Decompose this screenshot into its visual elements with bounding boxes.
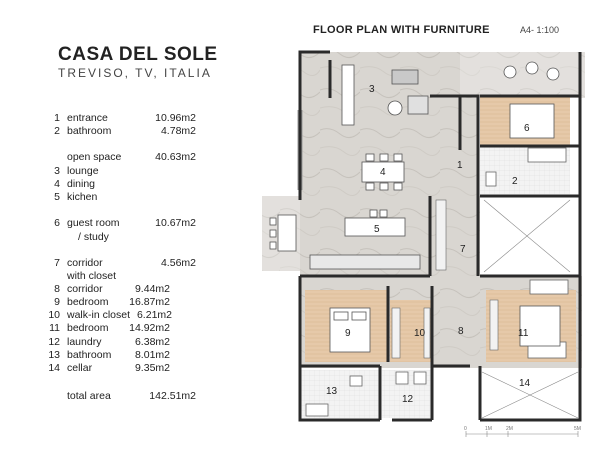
plan-label-13: 13 xyxy=(326,386,338,397)
room-number: 8 xyxy=(54,283,60,295)
plan-label-8: 8 xyxy=(458,326,464,337)
room-area: 4.56m2 xyxy=(160,257,196,269)
room-number: 10 xyxy=(48,309,60,321)
room-area: 10.96m2 xyxy=(155,112,196,124)
scale-label-0: 0 xyxy=(464,426,467,432)
room-name: walk-in closet xyxy=(67,309,131,321)
plan-label-9: 9 xyxy=(345,328,351,339)
outdoor-table xyxy=(270,215,296,251)
room-name: bathroom xyxy=(67,125,112,137)
scale-label-2m: 2M xyxy=(506,426,513,432)
room-area: 14.92m2 xyxy=(129,322,170,334)
plan-label-10: 10 xyxy=(414,328,426,339)
room-number: 9 xyxy=(54,296,60,308)
room-name: bedroom xyxy=(67,296,109,308)
plan-label-7: 7 xyxy=(460,244,466,255)
room-area: 10.67m2 xyxy=(155,217,196,229)
room-name: lounge xyxy=(67,165,99,177)
plan-label-4: 4 xyxy=(380,167,386,178)
room-area: 4.78m2 xyxy=(160,125,196,137)
scale-bar xyxy=(466,431,578,437)
room-name: corridor xyxy=(67,257,103,269)
room-number: 2 xyxy=(54,125,60,137)
room-number: 6 xyxy=(54,217,60,229)
room-area: 9.35m2 xyxy=(134,362,170,374)
plan-label-5: 5 xyxy=(374,224,380,235)
room-name: open space xyxy=(67,151,122,163)
room-number: 12 xyxy=(48,336,60,348)
plan-label-11: 11 xyxy=(518,328,529,339)
room-name: / study xyxy=(78,231,109,243)
room-name: bedroom xyxy=(67,322,109,334)
scale-label-5m: 5M xyxy=(574,426,581,432)
plan-label-12: 12 xyxy=(402,394,414,405)
room-area: 6.38m2 xyxy=(134,336,170,348)
plan-label-1: 1 xyxy=(457,160,463,171)
room-area: 8.01m2 xyxy=(134,349,170,361)
room-area: 9.44m2 xyxy=(134,283,170,295)
room-name: corridor xyxy=(67,283,103,295)
room-number: 1 xyxy=(54,112,60,124)
room-name: entrance xyxy=(67,112,108,124)
plan-label-6: 6 xyxy=(524,123,530,134)
room-name: guest room xyxy=(67,217,120,229)
room-name: kichen xyxy=(67,191,98,203)
room-name: dining xyxy=(67,178,96,190)
plan-label-2: 2 xyxy=(512,176,518,187)
room-name: laundry xyxy=(67,336,102,348)
plan-label-14: 14 xyxy=(519,378,531,389)
room-number: 5 xyxy=(54,191,60,203)
room-area: 6.21m2 xyxy=(136,309,172,321)
plan-scale: A4- 1:100 xyxy=(520,25,560,35)
room-number: 11 xyxy=(49,322,60,334)
plan-title: FLOOR PLAN WITH FURNITURE xyxy=(313,24,490,36)
room-number: 14 xyxy=(48,362,60,374)
room-number: 13 xyxy=(48,349,60,361)
total-area-label: total area xyxy=(67,390,111,402)
room-area: 40.63m2 xyxy=(155,151,196,163)
project-title: CASA DEL SOLE xyxy=(58,44,218,65)
scale-label-1m: 1M xyxy=(485,426,492,432)
room-number: 7 xyxy=(54,257,60,269)
room-number: 4 xyxy=(54,178,60,190)
room-number: 3 xyxy=(54,165,60,177)
total-area-value: 142.51m2 xyxy=(149,390,196,402)
plan-label-3: 3 xyxy=(369,84,375,95)
room-name: cellar xyxy=(67,362,93,374)
room-name: bathroom xyxy=(67,349,112,361)
project-location: TREVISO, TV, ITALIA xyxy=(58,66,212,80)
room-area: 16.87m2 xyxy=(129,296,170,308)
room-name: with closet xyxy=(67,270,117,282)
